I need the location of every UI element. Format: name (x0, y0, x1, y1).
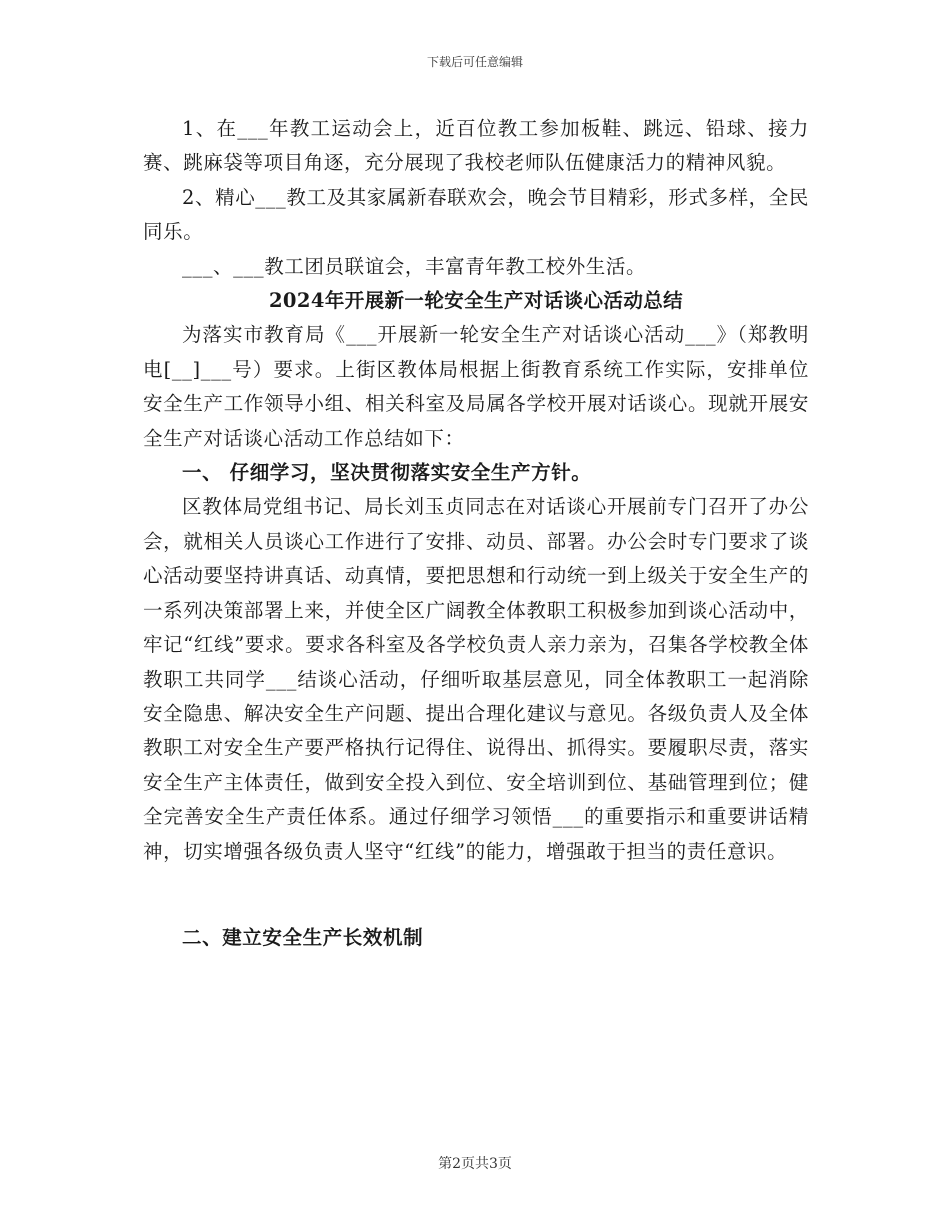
page-footer: 第2页共3页 (438, 1156, 512, 1172)
section-body-1: 区教体局党组书记、局长刘玉贞同志在对话谈心开展前专门召开了办公会，就相关人员谈心工作进行了安排、动员、部署。办公会时专门要求了谈心活动要坚持讲真话、动真情，要把思想和行动统一到上级关于安全生产的一系列决策部署上来，并使全区广阔教全体教职工积极参加到谈心活动中，牢记“红线”要求。要求各科室及各学校负责人亲力亲为，召集各学校教全体教职工共同学___结谈心活动，仔细听取基层意见，同全体教职工一起消除安全隐患、解决安全生产问题、提出合理化建议与意见。各级负责人及全体教职工对安全生产要严格执行记得住、说得出、抓得实。要履职尽责，落实安全生产主体责任，做到安全投入到位、安全培训到位、基础管理到位；健全完善安全生产责任体系。通过仔细学习领悟___的重要指示和重要讲话精神，切实增强各级负责人坚守“红线”的能力，增强敢于担当的责任意识。 (143, 495, 809, 863)
paragraph-item-3: ___、___教工团员联谊会，丰富青年教工校外生活。 (182, 254, 647, 278)
paragraph-item-2: 2、精心___教工及其家属新春联欢会，晚会节目精彩，形式多样，全民同乐。 (143, 185, 809, 244)
section-heading-2: 二、建立安全生产长效机制 (182, 925, 424, 949)
document-title: 2024年开展新一轮安全生产对话谈心活动总结 (268, 289, 684, 313)
paragraph-item-1: 1、在___年教工运动会上，近百位教工参加板鞋、跳远、铅球、接力赛、跳麻袋等项目角逐，充分展现了我校老师队伍健康活力的精神风貌。 (143, 117, 809, 175)
intro-paragraph: 为落实市教育局《___开展新一轮安全生产对话谈心活动___》（郑教明电[__]___号）要求。上街区教体局根据上街教育系统工作实际，安排单位安全生产工作领导小组、相关科室及局属各学校开展对话谈心。现就开展安全生产对话谈心活动工作总结如下： (143, 323, 809, 450)
document-body (143, 112, 809, 955)
page-header: 下载后可任意编辑 (426, 55, 523, 69)
section-heading-1: 一、 仔细学习，坚决贯彻落实安全生产方针。 (182, 461, 592, 485)
